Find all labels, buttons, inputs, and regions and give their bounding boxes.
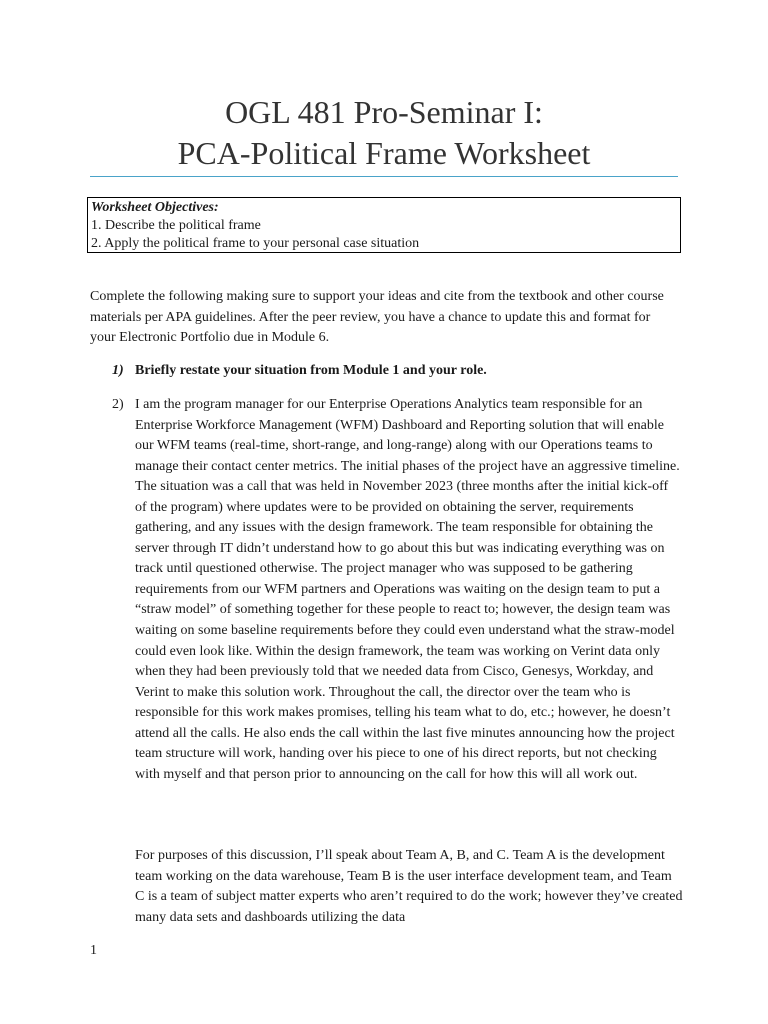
objectives-heading: Worksheet Objectives: xyxy=(91,200,219,215)
question-1 xyxy=(112,361,487,381)
answer-paragraph-1: I am the program manager for our Enterprise Operations Analytics team responsible for an Enterprise Workforce Management (WFM) Dashboard and Reporting solution that will enable our WFM teams (real-time, short-range, and long-range) along with our Operations teams to manage their contact center metrics. The initial phases of the project have an aggressive timeline. The situation was a call that was held in November 2023 (three months after the initial kick-off of the program) where updates were to be provided on obtaining the server, requirements gathering, and any issues with the design framework. The team responsible for obtaining the server through IT didn’t understand how to go about this but was indicating everything was on track until questioned otherwise. The project manager who was supposed to be gathering requirements from our WFM partners and Operations was waiting on the design team to put a “straw model” of something together for these people to react to; however, the design team was waiting on some baseline requirements before they could even understand what the straw-model could even look like. Within the design framework, the team was working on Verint data only when they had been previously told that we needed data from Cisco, Genesys, Workday, and Verint to make this solution work. Throughout the call, the director over the team who is responsible for this work makes promises, telling his team what to do, etc.; however, he doesn’t attend all the calls. He also ends the call within the last five minutes announcing how the project team structure will work, handing over his piece to one of his direct reports, but not checking with myself and that person prior to announcing on the call for how this will all work out. xyxy=(135,397,680,782)
page-title-line-2: PCA-Political Frame Worksheet xyxy=(177,135,591,171)
intro-paragraph: Complete the following making sure to support your ideas and cite from the textbook and other course materials per APA guidelines. After the peer review, you have a chance to update this and format for your Electronic Portfolio due in Module 6. xyxy=(90,289,664,345)
question-1-number: 1) xyxy=(112,363,124,378)
objective-item-2: 2. Apply the political frame to your personal case situation xyxy=(91,236,420,251)
answer-number: 2) xyxy=(112,397,124,412)
question-1-text: Briefly restate your situation from Module 1 and your role. xyxy=(135,363,487,378)
answer-paragraph-2: For purposes of this discussion, I’ll speak about Team A, B, and C. Team A is the development team working on the data warehouse, Team B is the user interface development team, and Team C is a team of subject matter experts who aren’t required to do the work; however they’ve created many data sets and dashboards utilizing the data xyxy=(135,848,683,925)
objective-item-1: 1. Describe the political frame xyxy=(91,218,261,233)
page-title-line-1: OGL 481 Pro-Seminar I: xyxy=(225,94,543,130)
objectives-box xyxy=(87,197,681,253)
title-divider xyxy=(90,176,678,177)
page-number: 1 xyxy=(90,943,97,958)
